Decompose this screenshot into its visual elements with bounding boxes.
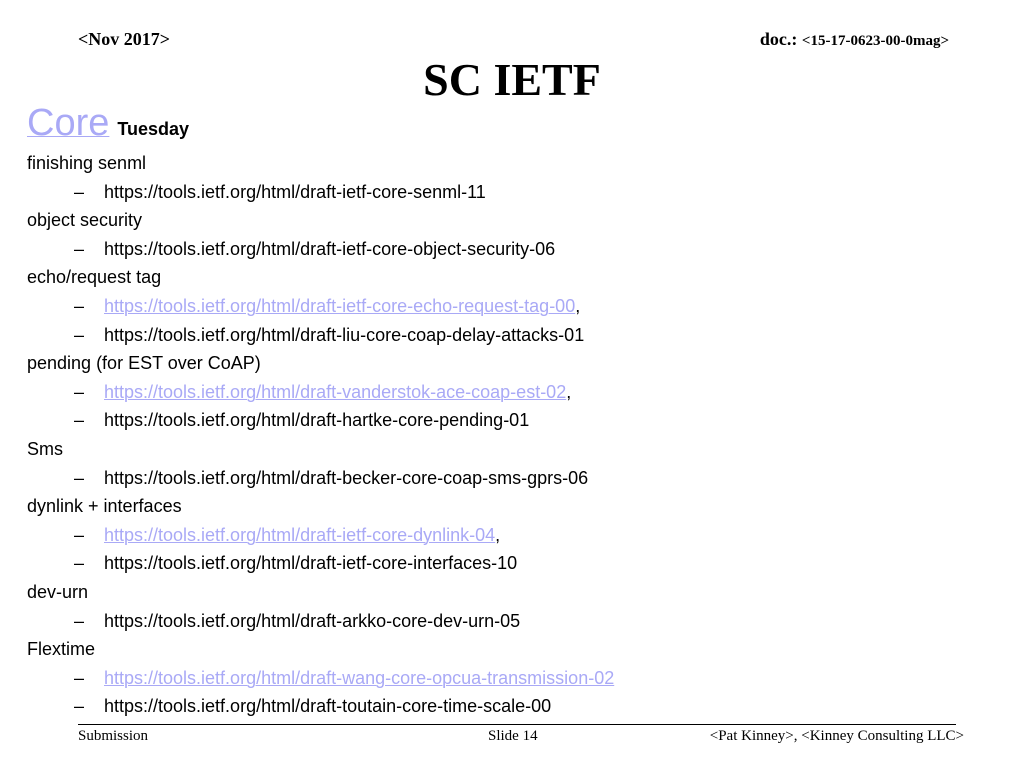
topic-reference	[27, 178, 614, 207]
bullet-dash: –	[74, 610, 85, 631]
bullet-dash: –	[74, 181, 85, 202]
footer-divider	[78, 724, 956, 725]
topic-reference	[27, 692, 614, 721]
core-link[interactable]: Core	[27, 102, 110, 144]
footer-slide-number: Slide 14	[488, 728, 538, 744]
reference-url: https://tools.ietf.org/html/draft-arkko-core-dev-urn-05	[104, 610, 521, 631]
reference-link[interactable]: https://tools.ietf.org/html/draft-vanderstok-ace-coap-est-02	[104, 381, 567, 402]
bullet-dash: –	[74, 324, 85, 345]
doc-label: doc.:	[759, 29, 798, 49]
topic-heading: dynlink + interfaces	[27, 496, 182, 517]
reference-link[interactable]: https://tools.ietf.org/html/draft-wang-core-opcua-transmission-02	[104, 667, 615, 688]
bullet-dash: –	[74, 553, 85, 574]
topic-reference	[27, 292, 614, 321]
reference-url: https://tools.ietf.org/html/draft-toutain-core-time-scale-00	[104, 696, 552, 717]
topic-heading: Sms	[27, 438, 63, 459]
topic-reference	[27, 607, 614, 636]
topic-reference	[27, 235, 614, 264]
topic-heading: echo/request tag	[27, 267, 162, 288]
topic-reference	[27, 464, 614, 493]
topic-reference	[27, 664, 614, 693]
bullet-dash: –	[74, 410, 85, 431]
topic-heading: object security	[27, 210, 143, 231]
reference-suffix: ,	[495, 524, 501, 545]
bullet-dash: –	[74, 295, 85, 316]
topic-list	[27, 149, 614, 721]
reference-link[interactable]: https://tools.ietf.org/html/draft-ietf-core-dynlink-04	[104, 524, 496, 545]
topic-reference	[27, 406, 614, 435]
reference-url: https://tools.ietf.org/html/draft-liu-core-coap-delay-attacks-01	[104, 324, 585, 345]
topic-heading: finishing senml	[27, 153, 147, 173]
topic-heading: dev-urn	[27, 581, 89, 602]
bullet-dash: –	[74, 467, 85, 488]
subhead-day: Tuesday	[117, 119, 190, 139]
reference-link[interactable]: https://tools.ietf.org/html/draft-ietf-core-echo-request-tag-00	[104, 295, 576, 316]
footer-authors: <Pat Kinney>, <Kinney Consulting LLC>	[709, 728, 964, 744]
header-date: <Nov 2017>	[78, 29, 171, 49]
header-doc-id	[760, 29, 949, 50]
topic-reference	[27, 378, 614, 407]
reference-url: https://tools.ietf.org/html/draft-hartke-core-pending-01	[104, 410, 530, 431]
bullet-dash: –	[74, 524, 85, 545]
reference-suffix: ,	[566, 381, 572, 402]
topic-reference	[27, 549, 614, 578]
reference-url: https://tools.ietf.org/html/draft-ietf-core-senml-11	[104, 181, 486, 202]
topic-heading: pending (for EST over CoAP)	[27, 353, 261, 374]
bullet-dash: –	[74, 381, 85, 402]
topic-reference	[27, 521, 614, 550]
bullet-dash: –	[74, 696, 85, 717]
bullet-dash: –	[74, 667, 85, 688]
topic-heading: Flextime	[27, 639, 96, 660]
reference-url: https://tools.ietf.org/html/draft-ietf-core-interfaces-10	[104, 553, 518, 574]
reference-url: https://tools.ietf.org/html/draft-becker-core-coap-sms-gprs-06	[104, 467, 589, 488]
footer-submission: Submission	[78, 728, 149, 744]
slide-title: SC IETF	[423, 54, 601, 105]
subhead	[27, 102, 189, 145]
reference-suffix: ,	[575, 295, 581, 316]
topic-reference	[27, 321, 614, 350]
doc-number: <15-17-0623-00-0mag>	[801, 33, 949, 49]
reference-url: https://tools.ietf.org/html/draft-ietf-core-object-security-06	[104, 238, 556, 259]
bullet-dash: –	[74, 238, 85, 259]
